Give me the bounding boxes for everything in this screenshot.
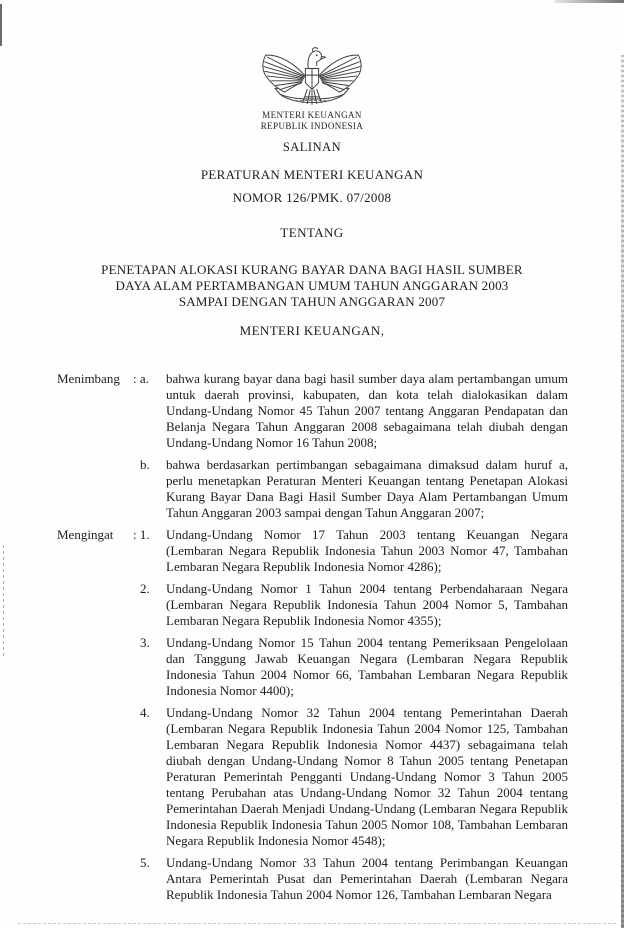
- copy-label: SALINAN: [282, 140, 342, 154]
- scan-artifact-top-left: [0, 4, 2, 46]
- ministry-line2: REPUBLIK INDONESIA: [260, 121, 364, 131]
- title-line-1: PENETAPAN ALOKASI KURANG BAYAR DANA BAGI HASIL SUMBER: [101, 262, 523, 277]
- clause-item: [57, 855, 568, 903]
- scan-artifact-left-line: [3, 545, 4, 657]
- issuer-name: MENTERI KEUANGAN,: [239, 323, 385, 338]
- item-text: bahwa berdasarkan pertimbangan sebagaimana dimaksud dalam huruf a, perlu menetapkan Peraturan Menteri Keuangan tentang Penetapan Alokasi Kurang Bayar Dana Bagi Hasil Sumber Daya Alam Pertambangan Umum Tahun Anggaran 2003 sampai dengan Tahun Anggaran 2007;: [166, 457, 568, 520]
- item-text: Undang-Undang Nomor 32 Tahun 2004 tentang Pemerintahan Daerah (Lembaran Negara Republik Indonesia Tahun 2004 Nomor 125, Tambahan Lembaran Negara Republik Indonesia Nomor 4437) sebagaimana telah diubah dengan Undang-Undang Nomor 8 Tahun 2005 tentang Penetapan Peraturan Pemerintah Pengganti Undang-Undang Nomor 3 Tahun 2005 tentang Perubahan atas Undang-Undang Nomor 32 Tahun 2004 tentang Pemerintahan Daerah Menjadi Undang-Undang (Lembaran Negara Republik Indonesia Republik Indonesia Tahun 2005 Nomor 108, Tambahan Lembaran Negara Republik Indonesia Nomor 4548);: [166, 705, 568, 848]
- item-marker: b.: [140, 457, 150, 472]
- item-text: Undang-Undang Nomor 17 Tahun 2003 tentang Keuangan Negara (Lembaran Negara Republik Indonesia Tahun 2003 Nomor 47, Tambahan Lembaran Negara Republik Indonesia Nomor 4286);: [166, 527, 568, 574]
- document-body: [0, 371, 624, 903]
- scan-artifact-top-right: [554, 0, 624, 3]
- about-label: TENTANG: [280, 225, 344, 240]
- emblem-container: [0, 46, 624, 108]
- item-marker: : a.: [133, 371, 149, 386]
- section-label: Mengingat: [57, 527, 114, 542]
- clause-item: [57, 371, 568, 451]
- document-number: NOMOR 126/PMK. 07/2008: [232, 190, 392, 205]
- item-text: Undang-Undang Nomor 1 Tahun 2004 tentang Perbendaharaan Negara (Lembaran Negara Republik Indonesia Tahun 2004 Nomor 5, Tambahan Lembaran Negara Republik Indonesia Nomor 4355);: [166, 581, 568, 628]
- clause-item: [57, 527, 568, 575]
- clause-item: [57, 581, 568, 629]
- section-mengingat: [57, 527, 568, 903]
- regulation-title: [0, 262, 624, 310]
- document-type: PERATURAN MENTERI KEUANGAN: [200, 167, 424, 182]
- item-marker: 3.: [140, 635, 150, 650]
- title-line-3: SAMPAI DENGAN TAHUN ANGGARAN 2007: [178, 294, 446, 309]
- item-marker: 5.: [140, 855, 150, 870]
- section-menimbang: [57, 371, 568, 521]
- ministry-name: [0, 110, 624, 132]
- item-marker: 4.: [140, 705, 150, 720]
- item-text: bahwa kurang bayar dana bagi hasil sumber daya alam pertambangan umum untuk daerah provinsi, kabupaten, dan kota telah dialokasikan dalam Undang-Undang Nomor 45 Tahun 2007 tentang Anggaran Pendapatan dan Belanja Negara Tahun Anggaran 2008 sebagaimana telah diubah dengan Undang-Undang Nomor 16 Tahun 2008;: [166, 371, 568, 450]
- title-line-2: DAYA ALAM PERTAMBANGAN UMUM TAHUN ANGGARAN 2003: [115, 278, 509, 293]
- section-label: Menimbang: [57, 371, 120, 386]
- clause-item: [57, 457, 568, 521]
- scan-artifact-bottom-line: [18, 923, 616, 924]
- clause-item: [57, 705, 568, 849]
- garuda-emblem-icon: [259, 46, 365, 108]
- item-text: Undang-Undang Nomor 33 Tahun 2004 tentang Perimbangan Keuangan Antara Pemerintah Pusat dan Pemerintahan Daerah (Lembaran Negara Republik Indonesia Tahun 2004 Nomor 126, Tambahan Lembaran Negara: [166, 855, 568, 902]
- item-text: Undang-Undang Nomor 15 Tahun 2004 tentang Pemeriksaan Pengelolaan dan Tanggung Jawab Keuangan Negara (Lembaran Negara Republik Indonesia Tahun 2004 Nomor 66, Tambahan Lembaran Negara Republik Indonesia Nomor 4400);: [166, 635, 568, 698]
- letterhead: [0, 0, 624, 339]
- ministry-line1: MENTERI KEUANGAN: [262, 110, 362, 120]
- clause-item: [57, 635, 568, 699]
- item-marker: 2.: [140, 581, 150, 596]
- item-marker: : 1.: [133, 527, 150, 542]
